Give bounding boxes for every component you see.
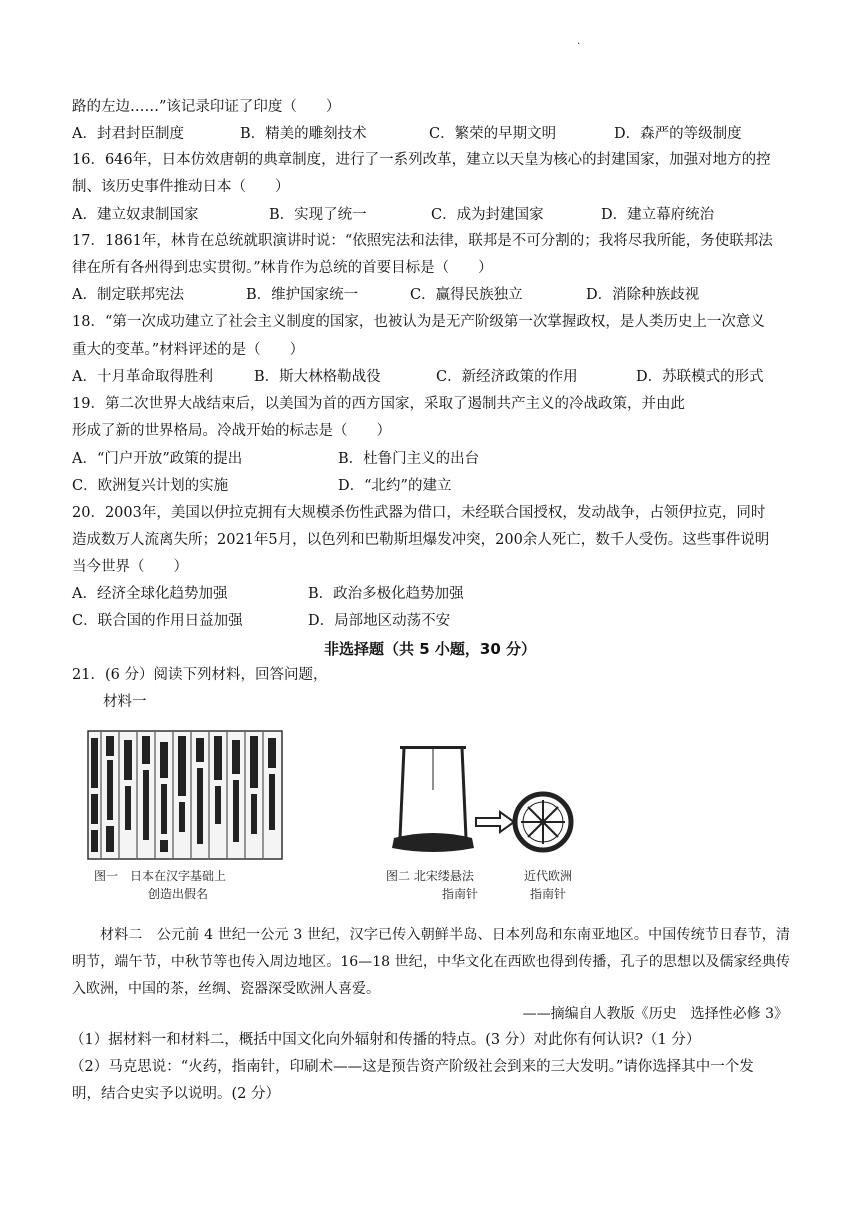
- q18-option-a[interactable]: A．十月革命取得胜利: [72, 369, 213, 385]
- q19-option-c[interactable]: C．欧洲复兴计划的实施: [72, 478, 229, 494]
- q15-option-a[interactable]: A．封君封臣制度: [72, 126, 184, 142]
- q17-options: [72, 285, 699, 305]
- q18-stem-line1: 18．“第一次成功建立了社会主义制度的国家，也被认为是无产阶级第一次掌握政权，是人类历史上一次意义: [72, 314, 765, 330]
- q19-options-row1: [72, 449, 479, 469]
- q15-options: [72, 124, 742, 144]
- q21-subquestion-2-line1: （2）马克思说：“火药，指南针，印刷术——这是预告资产阶级社会到来的三大发明。”请你选择其中一个发: [70, 1059, 754, 1075]
- page-mark: .: [577, 36, 581, 47]
- q19-option-a[interactable]: A．“门户开放”政策的提出: [72, 451, 243, 467]
- q20-option-a[interactable]: A．经济全球化趋势加强: [72, 586, 228, 602]
- q19-option-b[interactable]: B．杜鲁门主义的出台: [338, 451, 480, 467]
- q16-option-a[interactable]: A．建立奴隶制国家: [72, 207, 199, 223]
- figure2-caption-right-line2: 指南针: [530, 887, 567, 901]
- figure2-caption-right-line1: 近代欧洲: [524, 869, 573, 883]
- figure2-compass-image: [390, 740, 590, 860]
- q17-option-a[interactable]: A．制定联邦宪法: [72, 287, 184, 303]
- q20-options-row2: [72, 611, 450, 631]
- q16-stem-line1: 16．646年，日本仿效唐朝的典章制度，进行了一系列改革，建立以天皇为核心的封建国家，加强对地方的控: [72, 152, 771, 168]
- material2-text: 材料二 公元前 4 世纪一公元 3 世纪，汉字已传入朝鲜半岛、日本列岛和东南亚地区。中国传统节日春节，清明节，端午节，中秋节等也传入周边地区。16—18 世纪，中华文化在西欧也得到传播，孔子的思想以及儒家经典传入欧洲，中国的茶，丝绸、瓷器深受欧洲人喜爱。: [72, 927, 790, 997]
- q16-option-c[interactable]: C．成为封建国家: [431, 207, 544, 223]
- q21-subquestion-1: （1）据材料一和材料二，概括中国文化向外辐射和传播的特点。(3 分）对此你有何认识?（1 分）: [70, 1032, 701, 1048]
- q20-options-row1: [72, 584, 464, 604]
- material1-label: 材料一: [103, 694, 147, 710]
- q20-option-b[interactable]: B．政治多极化趋势加强: [308, 586, 464, 602]
- q19-option-d[interactable]: D．“北约”的建立: [338, 478, 452, 494]
- q17-option-c[interactable]: C．赢得民族独立: [410, 287, 523, 303]
- q16-stem-line2: 制、该历史事件推动日本（ ）: [72, 179, 290, 195]
- figure1-japanese-kana-image: [87, 730, 283, 860]
- q20-stem-line2: 造成数万人流离失所；2021年5月，以色列和巴勒斯坦爆发冲突，200余人死亡，数千人受伤。这些事件说明: [72, 532, 770, 548]
- figure2-caption-left-line1: 图二 北宋缕悬法: [386, 869, 474, 883]
- q19-stem-line2: 形成了新的世界格局。冷战开始的标志是（ ）: [72, 423, 391, 439]
- q17-stem-line1: 17．1861年，林肯在总统就职演讲时说：“依照宪法和法律，联邦是不可分割的；我将尽我所能，务使联邦法: [72, 233, 773, 249]
- q16-option-d[interactable]: D．建立幕府统治: [601, 207, 715, 223]
- q18-option-c[interactable]: C．新经济政策的作用: [436, 369, 578, 385]
- q18-stem-line2: 重大的变革。”材料评述的是（ ）: [72, 342, 305, 358]
- q21-stem: 21．(6 分）阅读下列材料，回答问题，: [72, 667, 328, 683]
- q16-options: [72, 205, 714, 225]
- q20-stem-line1: 20．2003年，美国以伊拉克拥有大规模杀伤性武器为借口，未经联合国授权，发动战争，占领伊拉克，同时: [72, 505, 766, 521]
- q17-option-d[interactable]: D．消除种族歧视: [586, 287, 700, 303]
- q18-option-d[interactable]: D．苏联模式的形式: [636, 369, 764, 385]
- q21-subquestion-2-line2: 明，结合史实予以说明。(2 分）: [72, 1086, 280, 1102]
- figure2-caption-left-line2: 指南针: [442, 887, 479, 901]
- q15-stem: 路的左边……”该记录印证了印度（ ）: [72, 99, 341, 115]
- q15-option-c[interactable]: C．繁荣的早期文明: [429, 126, 557, 142]
- figure1-caption-line1: 图一 日本在汉字基础上: [94, 869, 227, 883]
- q20-option-d[interactable]: D．局部地区动荡不安: [308, 613, 451, 629]
- q19-stem-line1: 19．第二次世界大战结束后，以美国为首的西方国家，采取了遏制共产主义的冷战政策，并由此: [72, 396, 685, 412]
- material-source: ——摘编自人教版《历史 选择性必修 3》: [522, 1006, 788, 1022]
- q18-option-b[interactable]: B．斯大林格勒战役: [254, 369, 381, 385]
- q17-stem-line2: 律在所有各州得到忠实贯彻。”林肯作为总统的首要目标是（ ）: [72, 260, 493, 276]
- q20-stem-line3: 当今世界（ ）: [72, 559, 188, 575]
- q19-options-row2: [72, 476, 451, 496]
- q15-option-d[interactable]: D．森严的等级制度: [614, 126, 742, 142]
- q17-option-b[interactable]: B．维护国家统一: [246, 287, 359, 303]
- q18-options: [72, 367, 764, 387]
- figure1-caption-line2: 创造出假名: [148, 887, 209, 901]
- q15-option-b[interactable]: B．精美的雕刻技术: [240, 126, 367, 142]
- q20-option-c[interactable]: C．联合国的作用日益加强: [72, 613, 243, 629]
- section-title: 非选择题（共 5 小题，30 分）: [324, 640, 536, 658]
- q16-option-b[interactable]: B．实现了统一: [269, 207, 367, 223]
